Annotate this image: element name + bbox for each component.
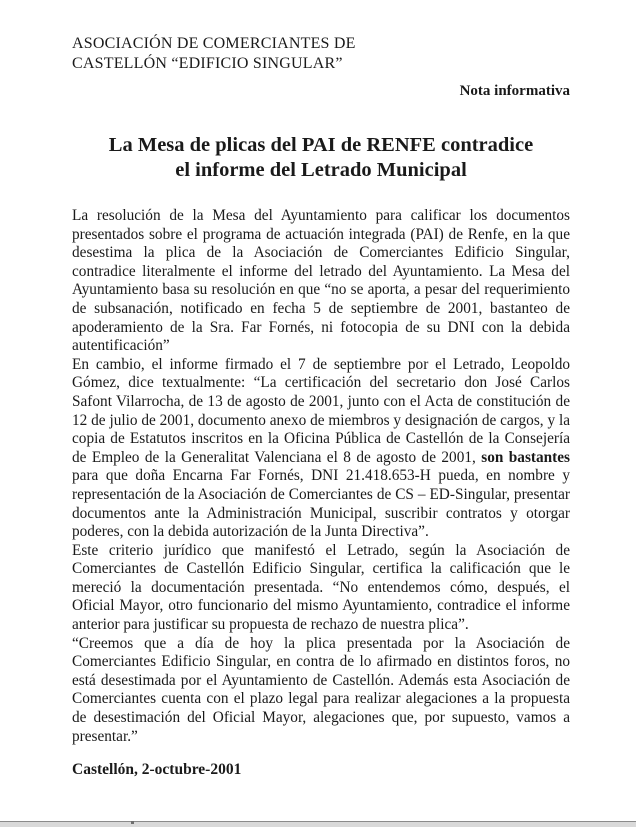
dateline: Castellón, 2-octubre-2001 [72,761,242,779]
document-title [72,133,570,183]
organization-name-line2: CASTELLÓN “EDIFICIO SINGULAR” [72,55,343,72]
document-title-line2: el informe del Letrado Municipal [175,159,467,181]
document-title-line1: La Mesa de plicas del PAI de RENFE contradice [108,134,534,156]
paragraph-1: La resolución de la Mesa del Ayuntamiento para calificar los documentos presentados sobre el programa de actuación integrada (PAI) de Renfe, en la que desestima la plica de la Asociación de Comerciantes Edificio Singular, contradice literalmente el informe del letrado del Ayuntamiento. La Mesa del Ayuntamiento basa su resolución en que “no se aporta, a pesar del requerimiento de subsanación, notificado en fecha 5 de septiembre de 2001, bastanteo de apoderamiento de la Sra. Far Fornés, ni fotocopia de su DNI con la debida autentificación” [72,207,570,355]
organization-name [72,34,570,74]
paragraph-2-bold-phrase: son bastantes [481,448,570,466]
scrollbar-tick [131,821,134,824]
paragraph-2-text-after: para que doña Encarna Far Fornés, DNI 21.418.653-H pueda, en nombre y representación de la Asociación de Comerciantes de CS – ED-Singular, presentar documentos ante la Administración Municipal, suscribir contratos y otorgar poderes, con la debida autorización de la Junta Directiva”. [72,467,570,541]
organization-name-line1: ASOCIACIÓN DE COMERCIANTES DE [72,35,356,52]
note-type-label: Nota informativa [459,83,570,99]
paragraph-3: Este criterio jurídico que manifestó el Letrado, según la Asociación de Comerciantes de Castellón Edificio Singular, certifica la calificación que le mereció la documentación presentada. “No entendemos cómo, después, el Oficial Mayor, otro funcionario del mismo Ayuntamiento, contradice el informe anterior para justificar su propuesta de rechazo de nuestra plica”. [72,541,570,634]
paragraph-4: “Creemos que a día de hoy la plica presentada por la Asociación de Comerciantes Edificio Singular, en contra de lo afirmado en distintos foros, no está desestimada por el Ayuntamiento de Castellón. Además esta Asociación de Comerciantes cuenta con el plazo legal para realizar alegaciones a la propuesta de desestimación del Oficial Mayor, alegaciones que, por supuesto, vamos a presentar.” [72,634,570,745]
document-body [72,207,570,746]
paragraph-2-text-before: En cambio, el informe firmado el 7 de septiembre por el Letrado, Leopoldo Gómez, dice textualmente: “La certificación del secretario don José Carlos Safont Vilarrocha, de 13 de agosto de 2001, junto con el Acta de constitución de 12 de julio de 2001, documento anexo de miembros y designación de cargos, y la copia de Estatutos inscritos en la Oficina Pública de Castellón de la Consejería de Empleo de la Generalitat Valenciana el 8 de agosto de 2001, [72,355,570,466]
document-page [72,34,570,779]
horizontal-scrollbar[interactable] [0,821,636,827]
paragraph-2 [72,356,570,542]
